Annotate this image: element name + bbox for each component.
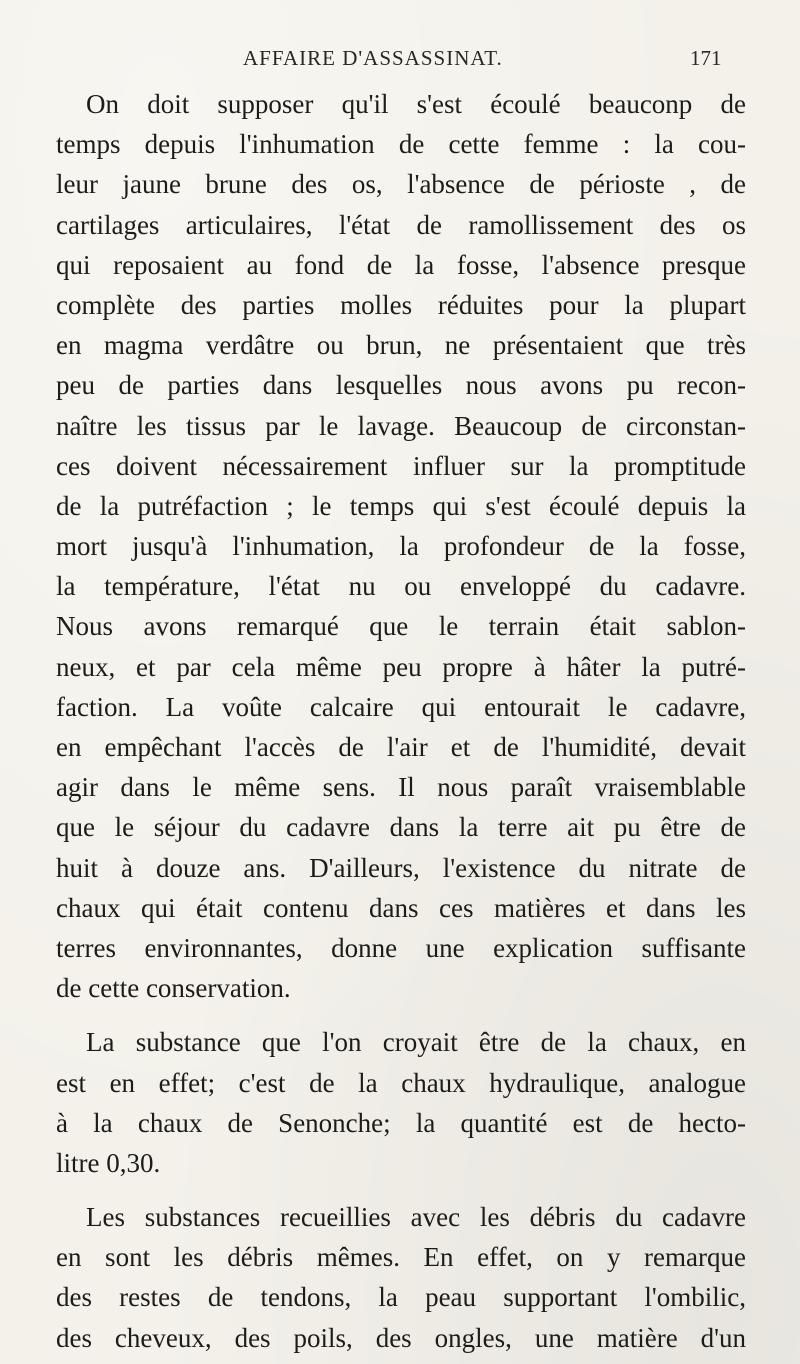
- text-line: ces doivent nécessairement influer sur la promptitude: [56, 450, 746, 481]
- text-line: que le séjour du cadavre dans la terre ait pu être de: [56, 812, 746, 843]
- text-line: Les substances recueillies avec les débris du cadavre: [86, 1202, 746, 1233]
- running-head: [0, 44, 800, 78]
- text-line: mort jusqu'à l'inhumation, la profondeur de la fosse,: [56, 531, 746, 562]
- text-line: agir dans le même sens. Il nous paraît vraisemblable: [56, 772, 746, 803]
- text-line: litre 0,30.: [56, 1147, 161, 1178]
- paragraph: [56, 1022, 746, 1183]
- running-title: AFFAIRE D'ASSASSINAT.: [243, 46, 503, 70]
- text-line: Nous avons remarqué que le terrain était sablon-: [56, 611, 746, 642]
- paragraph: [56, 84, 746, 1008]
- text-line: naître les tissus par le lavage. Beaucoup de circonstan-: [56, 410, 746, 441]
- text-line: cartilages articulaires, l'état de ramollissement des os: [56, 209, 746, 240]
- text-line: leur jaune brune des os, l'absence de périoste , de: [56, 169, 746, 200]
- text-line: La substance que l'on croyait être de la chaux, en: [86, 1027, 746, 1058]
- text-line: neux, et par cela même peu propre à hâter la putré-: [56, 651, 746, 682]
- text-line: en sont les débris mêmes. En effet, on y remarque: [56, 1242, 746, 1273]
- page-number: 171: [690, 46, 722, 70]
- text-line: huit à douze ans. D'ailleurs, l'existence du nitrate de: [56, 852, 746, 883]
- text-line: des restes de tendons, la peau supportant l'ombilic,: [56, 1282, 746, 1313]
- text-line: en magma verdâtre ou brun, ne présentaient que très: [56, 330, 746, 361]
- text-line: de la putréfaction ; le temps qui s'est écoulé depuis la: [56, 490, 746, 521]
- text-line: est en effet; c'est de la chaux hydraulique, analogue: [56, 1067, 746, 1098]
- text-line: terres environnantes, donne une explication suffisante: [56, 932, 746, 963]
- text-line: complète des parties molles réduites pour la plupart: [56, 289, 746, 320]
- text-line: On doit supposer qu'il s'est écoulé beauconp de: [86, 89, 746, 119]
- paragraph: [56, 1197, 746, 1358]
- text-line: en empêchant l'accès de l'air et de l'humidité, devait: [56, 732, 746, 762]
- text-line: des cheveux, des poils, des ongles, une matière d'un: [56, 1322, 746, 1353]
- text-line: faction. La voûte calcaire qui entourait le cadavre,: [56, 691, 746, 722]
- text-line: temps depuis l'inhumation de cette femme : la cou-: [56, 129, 746, 160]
- text-line: qui reposaient au fond de la fosse, l'absence presque: [56, 249, 746, 280]
- text-line: chaux qui était contenu dans ces matières et dans les: [56, 892, 746, 923]
- body-text: [56, 84, 746, 1358]
- text-line: de cette conservation.: [56, 973, 291, 1004]
- text-line: à la chaux de Senonche; la quantité est de hecto-: [56, 1107, 746, 1138]
- text-line: la température, l'état nu ou enveloppé du cadavre.: [56, 571, 746, 602]
- text-line: peu de parties dans lesquelles nous avons pu recon-: [56, 370, 746, 401]
